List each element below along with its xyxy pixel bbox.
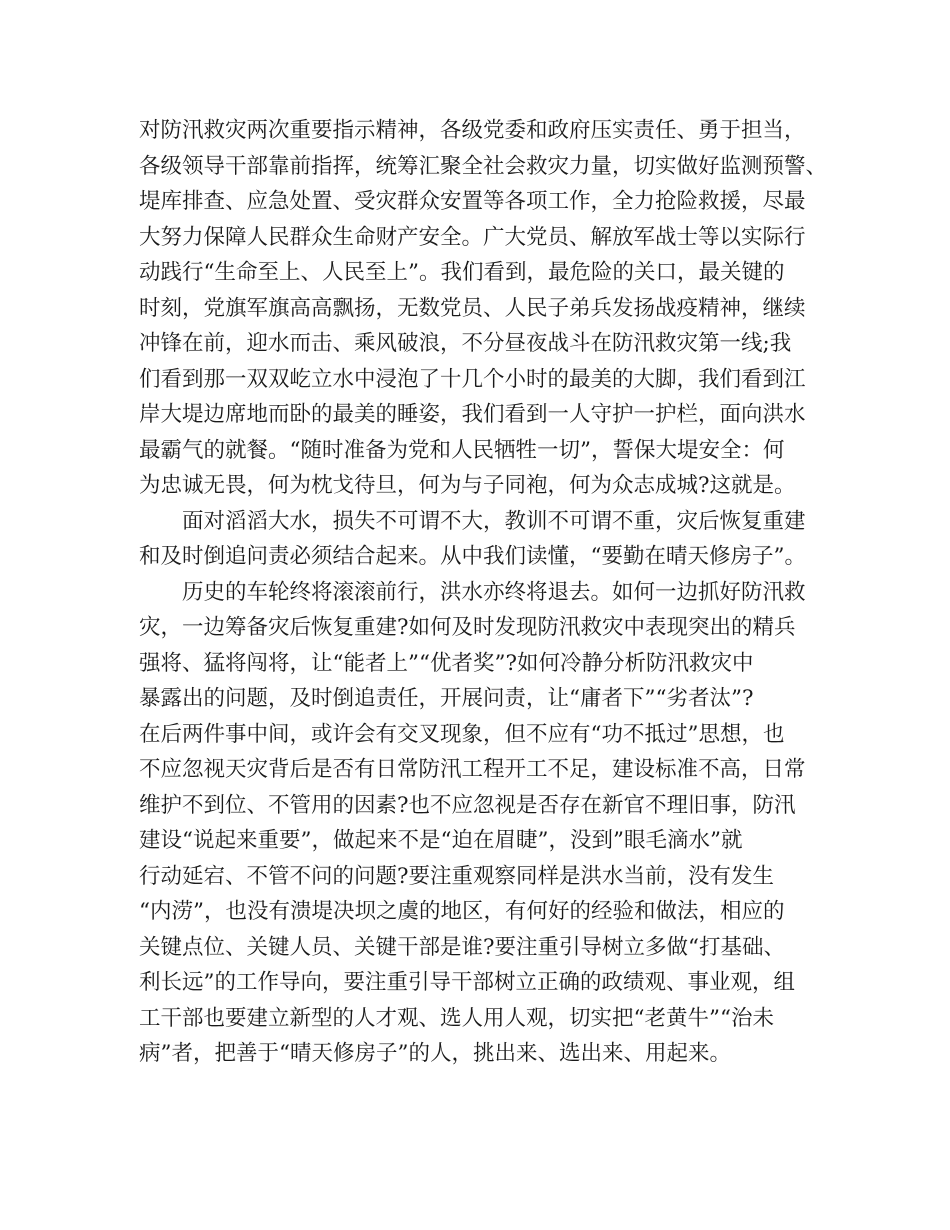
text-line: 建设“说起来重要”，做起来不是“迫在眉睫”，没到”眼毛滴水”就 <box>139 828 743 853</box>
text-line: 维护不到位、不管用的因素?也不应忽视是否存在新官不理旧事，防汛 <box>139 792 796 818</box>
text-line: 最霸气的就餐。“随时准备为党和人民牺牲一切”，誓保大堤安全：何 <box>139 437 785 463</box>
text-line: 行动延宕、不管不问的问题?要注重观察同样是洪水当前，没有发生 <box>139 863 775 889</box>
text-line: “内涝”，也没有溃堤决坝之虞的地区，有何好的经验和做法，相应的 <box>139 899 785 924</box>
text-line: 对防汛救灾两次重要指示精神，各级党委和政府压实责任、勇于担当， <box>139 118 806 143</box>
article-body <box>139 113 828 1072</box>
text-line: 岸大堤边席地而卧的最美的睡姿，我们看到一人守护一护栏，面向洪水 <box>139 402 806 427</box>
text-line: 不应忽视天灾背后是否有日常防汛工程开工不足，建设标准不高，日常 <box>139 757 806 782</box>
text-line: 为忠诚无畏，何为枕戈待旦，何为与子同袍，何为众志成城?这就是。 <box>139 473 796 498</box>
text-line: 工干部也要建立新型的人才观、选人用人观，切实把“老黄牛”“治未 <box>139 1005 774 1031</box>
paragraph-start-line: 历史的车轮终将滚滚前行，洪水亦终将退去。如何一边抓好防汛救 <box>182 579 806 605</box>
text-line: 在后两件事中间，或许会有交叉现象，但不应有“功不抵过”思想，也 <box>139 721 785 747</box>
text-line: 堤库排查、应急处置、受灾群众安置等各项工作，全力抢险救援，尽最 <box>139 189 806 214</box>
text-line: 利长远”的工作导向，要注重引导干部树立正确的政绩观、事业观，组 <box>139 970 795 995</box>
text-line: 灾，一边筹备灾后恢复重建?如何及时发现防汛救灾中表现突出的精兵 <box>139 615 796 640</box>
text-line: 各级领导干部靠前指挥，统筹汇聚全社会救灾力量，切实做好监测预警、 <box>139 153 828 179</box>
text-line: 冲锋在前，迎水而击、乘风破浪，不分昼夜战斗在防汛救灾第一线;我 <box>139 331 792 356</box>
paragraph-start-line: 面对滔滔大水，损失不可谓不大，教训不可谓不重，灾后恢复重建 <box>182 508 806 534</box>
text-line: 动践行“生命至上、人民至上”。我们看到，最危险的关口，最关键的 <box>139 260 785 285</box>
text-line: 们看到那一双双屹立水中浸泡了十几个小时的最美的大脚，我们看到江 <box>139 366 806 392</box>
text-line: 大努力保障人民群众生命财产安全。广大党员、解放军战士等以实际行 <box>139 224 806 250</box>
text-line: 强将、猛将闯将，让“能者上”“优者奖”?如何冷静分析防汛救灾中 <box>139 650 754 676</box>
text-line: 关键点位、关键人员、关键干部是谁?要注重引导树立多做“打基础、 <box>139 934 786 960</box>
text-line: 时刻，党旗军旗高高飘扬，无数党员、人民子弟兵发扬战疫精神，继续 <box>139 295 806 321</box>
text-line: 和及时倒追问责必须结合起来。从中我们读懂，“要勤在晴天修房子”。 <box>139 544 806 569</box>
text-line: 病”者，把善于“晴天修房子”的人，挑出来、选出来、用起来。 <box>139 1041 731 1066</box>
text-line: 暴露出的问题，及时倒追责任，开展问责，让“庸者下”“劣者汰”? <box>139 686 754 711</box>
